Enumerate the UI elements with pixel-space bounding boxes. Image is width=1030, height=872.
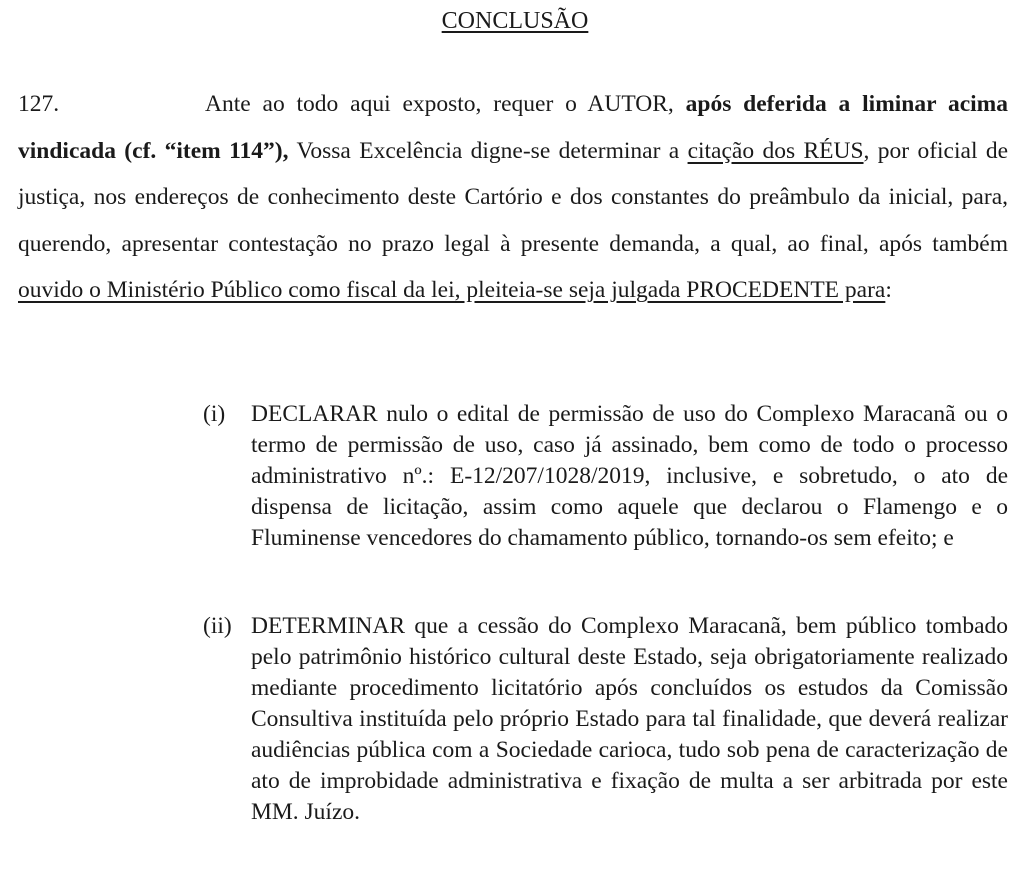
paragraph-number: 127. (18, 91, 60, 117)
paragraph-intro: Ante ao todo aqui exposto, requer o AUTOR, (205, 91, 686, 117)
paragraph-text-3: , por oficial de justiça, nos endereços de conhecimento deste Cartório e dos constantes do preâmbulo da inicial, para, querendo, apresentar contestação no prazo legal à presente demanda, a qual, ao final, após também (18, 137, 1009, 257)
paragraph-127 (18, 81, 1008, 314)
paragraph-underlined-request: ouvido o Ministério Público como fiscal da lei, pleiteia-se seja julgada PROCEDENTE para (18, 277, 886, 303)
section-title (0, 6, 1030, 36)
request-item-i (203, 399, 1008, 554)
section-title-text: CONCLUSÃO (441, 8, 589, 34)
paragraph-text-2: Vossa Excelência digne-se determinar a (288, 137, 688, 164)
paragraph-bold-text: após deferida a liminar acima vindicada (cf. “item 114”), (18, 91, 1008, 164)
request-item-ii (203, 611, 1008, 828)
request-item-text: DECLARAR nulo o edital de permissão de uso do Complexo Maracanã ou o termo de permissão de uso, caso já assinado, bem como de todo o processo administrativo nº.: E-12/207/1028/2019, inclusive, e sobretudo, o ato de dispensa de licitação, assim como aquele que declarou o Flamengo e o Fluminense vencedores do chamamento público, tornando-os sem efeito; e (251, 401, 1008, 551)
request-item-label: (ii) (203, 613, 232, 639)
request-item-label: (i) (203, 401, 226, 427)
request-item-text: DETERMINAR que a cessão do Complexo Maracanã, bem público tombado pelo patrimônio histórico cultural deste Estado, seja obrigatoriamente realizado mediante procedimento licitatório após concluídos os estudos da Comissão Consultiva instituída pelo próprio Estado para tal finalidade, que deverá realizar audiências pública com a Sociedade carioca, tudo sob pena de caracterização de ato de improbidade administrativa e fixação de multa a ser arbitrada por este MM. Juízo. (251, 613, 1008, 825)
paragraph-underlined-citation: citação dos RÉUS (687, 137, 864, 164)
paragraph-end: : (885, 277, 892, 303)
